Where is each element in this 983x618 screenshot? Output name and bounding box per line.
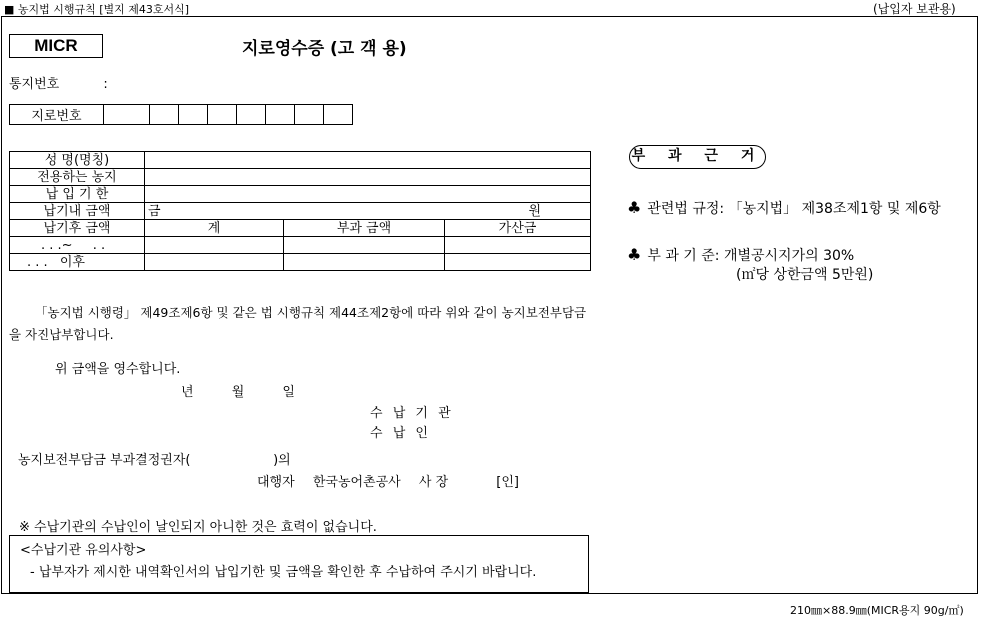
col-header-surcharge: 가산금 [445, 220, 591, 237]
proxy-line [257, 471, 533, 490]
giro-number-label: 지로번호 [10, 105, 104, 125]
organization-name: 한국농어촌공사 [312, 475, 401, 490]
month-label: 월 [231, 385, 245, 400]
name-label: 성 명(명칭) [10, 152, 145, 169]
table-row [10, 169, 591, 186]
year-label: 년 [181, 385, 194, 400]
charge-amount-cell[interactable] [284, 237, 445, 254]
receiver-label: 수 납 인 [370, 426, 431, 441]
period-after-label: 이후 [59, 254, 85, 270]
basis-law-text: 관련법 규정: 「농지법」 제38조제1항 및 제6항 [647, 201, 941, 217]
surcharge-amount-cell[interactable] [445, 237, 591, 254]
after-due-amount-label: 납기후 금액 [10, 220, 145, 237]
giro-digit-cell[interactable] [150, 105, 179, 125]
amount-prefix: 금 [148, 203, 161, 219]
period-after-cell [10, 254, 145, 271]
giro-digit-cell[interactable] [208, 105, 237, 125]
period-range-end: . . [92, 237, 106, 253]
day-label: 일 [282, 385, 295, 400]
payer-info-table [9, 151, 591, 271]
notice-box-item: - 납부자가 제시한 내역확인서의 납입기한 및 금액을 확인한 후 수납하여 주시기 바랍니다. [30, 565, 537, 580]
giro-digit-cell[interactable] [295, 105, 324, 125]
giro-digit-cell[interactable] [179, 105, 208, 125]
total-amount-cell[interactable] [145, 254, 284, 271]
period-after-dots: . . . [27, 254, 48, 270]
form-reference: ■ 농지법 시행규칙 [별지 제43호서식] [4, 3, 190, 16]
table-row [10, 152, 591, 169]
farmland-label: 전용하는 농지 [10, 169, 145, 186]
due-date-field[interactable] [145, 186, 591, 203]
club-icon: ♣ [627, 198, 642, 217]
copy-type-label: (납입자 보관용) [873, 2, 956, 16]
basis-law-line [627, 198, 941, 218]
notice-number-label: 통지번호 [9, 77, 60, 92]
decision-holder-line: 농지보전부담금 부과결정권자( )의 [18, 453, 291, 468]
col-header-charge: 부과 금액 [284, 220, 445, 237]
basis-title: 부 과 근 거 [629, 145, 766, 169]
giro-digit-cell[interactable] [324, 105, 353, 125]
payment-statement: 「농지법 시행령」 제49조제6항 및 같은 법 시행규칙 제44조제2항에 따라 위와 같이 농지보전부담금을 자진납부합니다. [9, 305, 587, 342]
date-line [181, 381, 329, 400]
agency-notice-box [9, 535, 589, 593]
within-due-amount-field[interactable] [145, 203, 591, 220]
surcharge-amount-cell[interactable] [445, 254, 591, 271]
basis-cap-text: (㎡당 상한금액 5만원) [736, 267, 874, 283]
giro-digit-cell[interactable] [266, 105, 295, 125]
notice-number-row [9, 73, 108, 92]
validity-warning: ※ 수납기관의 수납인이 날인되지 아니한 것은 효력이 없습니다. [19, 520, 377, 535]
basis-standard-line [627, 245, 854, 265]
col-header-total: 계 [145, 220, 284, 237]
due-date-label: 납 입 기 한 [10, 186, 145, 203]
club-icon: ♣ [627, 245, 642, 264]
period-range-label: . . .~ [41, 237, 73, 253]
seal-mark: [인] [496, 475, 519, 490]
within-due-amount-label: 납기내 금액 [10, 203, 145, 220]
notice-box-title: <수납기관 유의사항> [20, 543, 147, 558]
table-row [10, 186, 591, 203]
ceo-label: 사 장 [418, 475, 449, 490]
giro-number-table [9, 104, 353, 125]
period-range-cell [10, 237, 145, 254]
document-title: 지로영수증 (고 객 용) [242, 39, 407, 59]
total-amount-cell[interactable] [145, 237, 284, 254]
paper-spec: 210㎜×88.9㎜(MICR용지 90g/㎡) [790, 604, 964, 617]
micr-label: MICR [9, 34, 103, 58]
receipt-confirm: 위 금액을 영수합니다. [55, 362, 181, 377]
notice-number-colon: : [103, 77, 108, 92]
amount-suffix: 원 [528, 203, 542, 219]
basis-standard-text: 부 과 기 준: 개별공시지가의 30% [647, 248, 855, 264]
proxy-label: 대행자 [257, 475, 295, 490]
name-field[interactable] [145, 152, 591, 169]
receiving-agency-label: 수 납 기 관 [370, 406, 454, 421]
table-row [10, 203, 591, 220]
giro-digit-cell[interactable] [104, 105, 150, 125]
farmland-field[interactable] [145, 169, 591, 186]
table-row [10, 220, 591, 237]
giro-digit-cell[interactable] [237, 105, 266, 125]
table-row [10, 254, 591, 271]
charge-amount-cell[interactable] [284, 254, 445, 271]
table-row [10, 237, 591, 254]
